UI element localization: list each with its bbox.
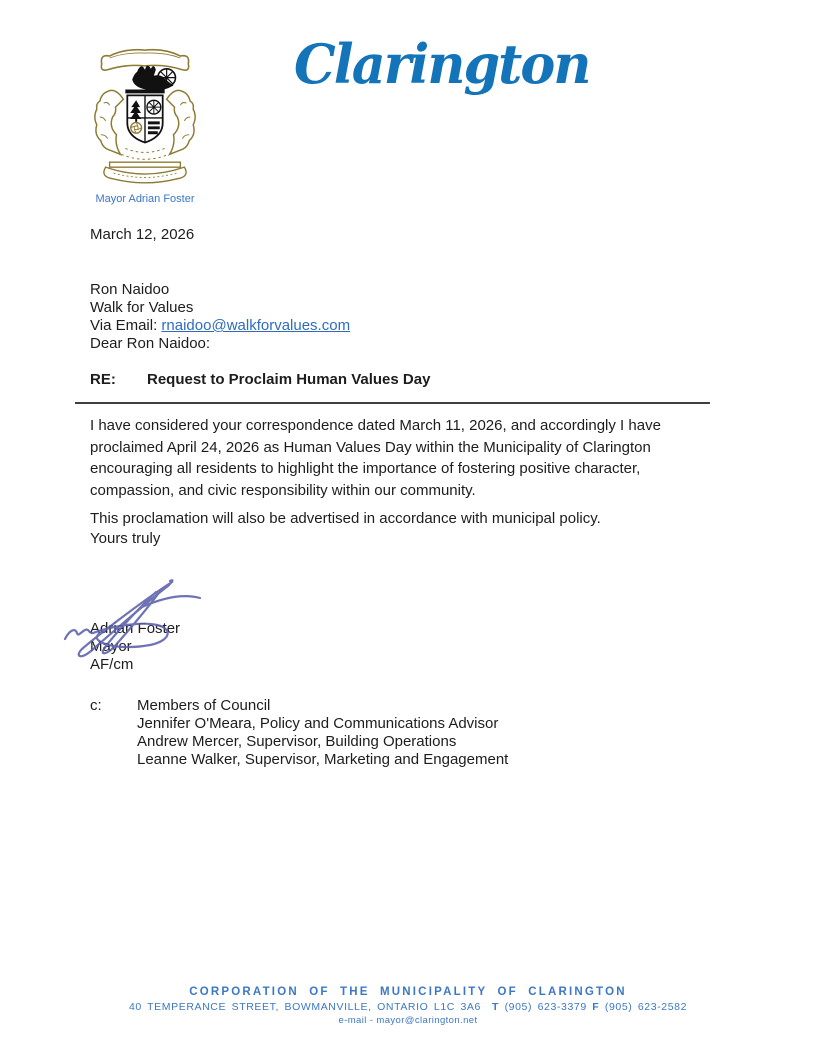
footer-street-address: 40 TEMPERANCE STREET, BOWMANVILLE, ONTARIO L1C 3A6 [128, 1001, 481, 1013]
footer-phone-label: T [492, 1001, 500, 1013]
footer-email-line: e-mail - mayor@clarington.net [338, 1015, 478, 1026]
via-email-label: Via Email: [90, 317, 162, 334]
recipient-name: Ron Naidoo [90, 281, 170, 298]
letterhead-footer [0, 986, 816, 1026]
closing-line: Yours truly [90, 529, 161, 547]
clarington-logo: Clarington [294, 32, 590, 96]
re-subject: Request to Proclaim Human Values Day [147, 371, 431, 388]
cc-item: Members of Council [137, 696, 271, 714]
recipient-block [90, 281, 726, 335]
cc-label: c: [90, 696, 102, 714]
re-label: RE: [90, 371, 116, 388]
recipient-email-link[interactable]: rnaidoo@walkforvalues.com [161, 317, 351, 334]
cc-block [90, 697, 726, 769]
salutation: Dear Ron Naidoo: [90, 335, 211, 352]
cc-item: Leanne Walker, Supervisor, Marketing and Engagement [137, 750, 509, 768]
footer-fax-number: (905) 623-2582 [604, 1001, 688, 1013]
signer-name: Adrian Foster [90, 619, 181, 637]
footer-corporation-line: CORPORATION OF THE MUNICIPALITY OF CLARINGTON [189, 986, 627, 998]
body-paragraph: I have considered your correspondence dated March 11, 2026, and accordingly I have proclaimed April 24, 2026 as Human Values Day within the Municipality of Clarington encouraging all residents to highlight the importance of fostering positive character, compassion, and civic responsibility within our community. [90, 417, 661, 499]
signer-title: Mayor [90, 637, 132, 655]
body-paragraph: This proclamation will also be advertised in accordance with municipal policy. [90, 510, 601, 527]
letter-date: March 12, 2026 [90, 226, 195, 243]
cc-list [137, 697, 508, 769]
letter-body [90, 226, 726, 769]
cc-item: Andrew Mercer, Supervisor, Building Operations [137, 732, 457, 750]
footer-phone-number: (905) 623-3379 [504, 1001, 587, 1013]
municipal-crest-icon [86, 42, 204, 190]
re-line [90, 370, 726, 389]
footer-fax-label: F [592, 1001, 600, 1013]
horizontal-divider [75, 402, 710, 404]
footer-address-line [0, 1001, 816, 1013]
recipient-organization: Walk for Values [90, 299, 194, 316]
crest-caption: Mayor Adrian Foster [95, 193, 195, 205]
recipient-email-line [90, 317, 726, 335]
reference-initials: AF/cm [90, 655, 134, 673]
signature-ink [60, 575, 210, 663]
cc-item: Jennifer O'Meara, Policy and Communications Advisor [137, 714, 499, 732]
